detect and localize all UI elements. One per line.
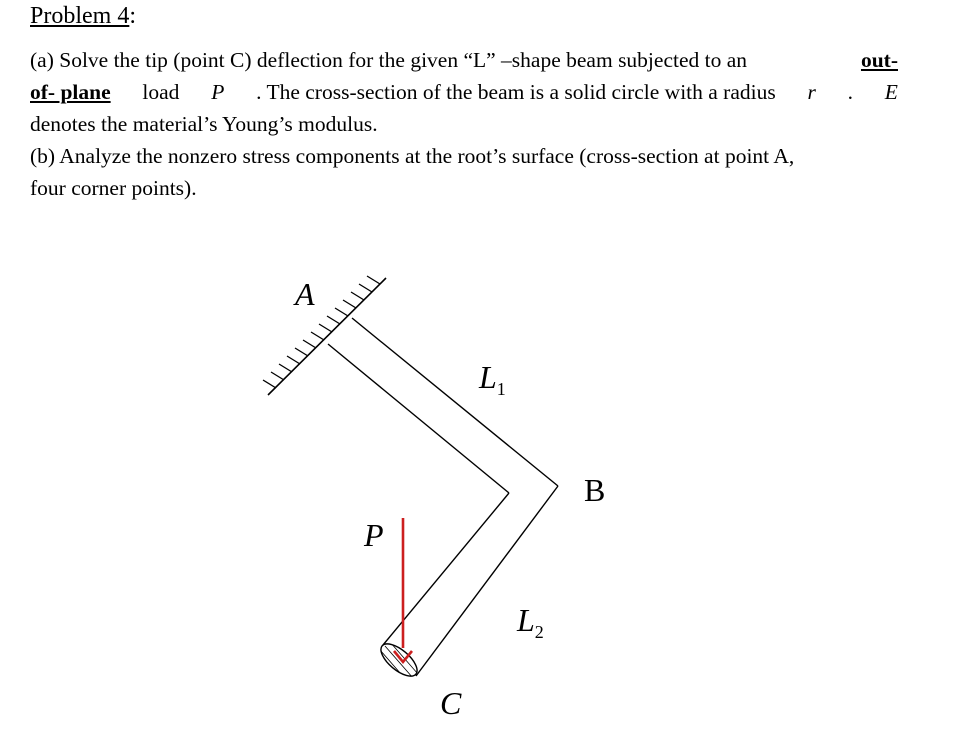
problem-title: Problem 4 <box>30 3 130 29</box>
part-a-text-1: (a) Solve the tip (point C) deflection for the given “L” –shape beam subjected to an <box>30 48 748 72</box>
label-l2-sub: 2 <box>534 622 544 642</box>
label-l1-main: L <box>479 359 497 395</box>
part-a-dot: . <box>847 80 854 104</box>
radius-variable-r: r <box>807 80 816 104</box>
problem-title-colon: : <box>129 3 136 29</box>
part-a-text-3: denotes the material’s Young’s modulus. <box>30 112 378 136</box>
out-of-plane-bold-1: out- <box>860 48 898 72</box>
part-a-load-word: load <box>142 80 180 104</box>
beam-ab-top-edge <box>352 318 558 486</box>
label-load-p: P <box>364 517 384 553</box>
support-hatching <box>263 276 380 388</box>
part-a-text-2: . The cross-section of the beam is a solid circle with a radius <box>256 80 776 104</box>
part-b-text-2: four corner points). <box>30 176 197 200</box>
modulus-variable-e: E <box>884 80 898 104</box>
label-point-a: A <box>295 276 315 312</box>
load-variable-p: P <box>211 80 225 104</box>
label-length-l1 <box>478 359 506 399</box>
label-point-c: C <box>440 685 462 721</box>
label-point-b: B <box>584 472 606 508</box>
label-l1-sub: 1 <box>496 379 506 399</box>
label-l2-main: L <box>517 602 535 638</box>
out-of-plane-bold-2: of- plane <box>30 80 111 104</box>
label-length-l2 <box>516 602 544 642</box>
part-b-text-1: (b) Analyze the nonzero stress components at the root’s surface (cross-section at point A, <box>30 144 795 168</box>
beam-bc-outer-edge <box>416 486 558 676</box>
beam-end-cap <box>370 634 428 690</box>
